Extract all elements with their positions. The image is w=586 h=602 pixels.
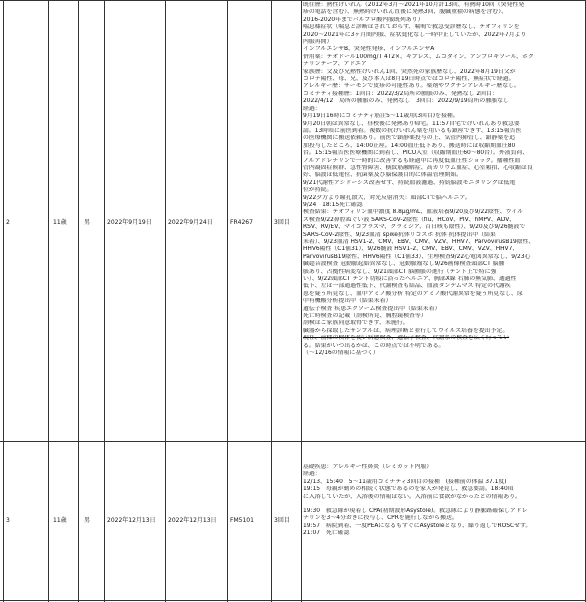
detail-line: コロナ陽性、母、兄、及び本人は8月19日時点ではコロナ陽性、無症状で経過。: [303, 76, 515, 83]
dose-number: 3回目: [274, 517, 290, 524]
row-divider-middle: [0, 441, 586, 442]
detail-line: HHV6陽性（C1値31）、9/26髄液 HSV1-2、CMV、EBV、CMV、VZV、HHV7、: [303, 246, 519, 253]
detail-line: ノルアドレナリンで一時的に改善するも経過中に再度低血圧性ショック。播種性血: [303, 157, 521, 164]
detail-line: 請。13時頃に前医到着。複数の抗けいれん薬を用いるも鎮痙できず、13:15報告医: [303, 127, 522, 134]
column-divider: [48, 0, 49, 602]
detail-line: 台。15:15報告医医療機関に到着し、PICU入室（収縮期血圧60～80台）。外液負荷、: [303, 150, 529, 157]
detail-line: 遺伝子検査 疾患エクソーム検査提出中（結果未着）: [303, 305, 441, 312]
onset-date: 2022年12月13日: [168, 517, 217, 524]
detail-line: 19:15 母親が勤めの相続く状態であるのを家人が発見し、救急要請。18:40頃: [303, 486, 514, 493]
case-number: 2: [6, 219, 10, 226]
detail-line: ナリンを3～4分おきに投与し、CPRを施行しながら搬送。: [303, 515, 458, 522]
sex: 男: [84, 517, 91, 524]
row-divider-top: [0, 0, 586, 1]
vaccination-date: 2022年9月19日: [107, 219, 152, 226]
detail-line: 既往歴：熱性けいれん（2012年3月～2021年10月計13回、有熱時10回（突発性発: [303, 2, 525, 8]
detail-line: の医療機関に搬送依頼あり。前医で鎮静薬投与の上、気管内挿管し、鎮静薬を追: [303, 135, 516, 142]
detail-line: る。結果がいつ出るかは、この時点では不明である。: [303, 342, 445, 349]
detail-line: 好、脳波は低電位、抗菌薬及び脳保護目的に体温管理開始。: [303, 172, 463, 179]
detail-line: 9月20日朝は異常なし、昼校後に発熱あり帰宅。11:57自宅でけいれんあり救急要: [303, 120, 520, 127]
detail-line: ナリンテープ、アドエア: [303, 61, 367, 68]
detail-line: ス検査9/22鼻腔ぬぐい液 SARS-CoV-2陰性（flu、HCoV、PIV、hMPV、ADV、: [303, 216, 516, 223]
detail-line: 基礎疾患：アレルギー性鼻炎（レミカット内服）: [303, 464, 433, 470]
detail-line: い）、9/22頭部CT テント切痕に沿ったヘルニア、胸部X線 右肺の無気肺、通過性: [303, 276, 517, 283]
detail-line: 21:07 死亡確認: [303, 530, 350, 537]
vaccination-date: 2022年12月13日: [107, 517, 156, 524]
detail-line: 併用薬：テオドール100mg/T 4T2×、キプレス、ムコダイン、アンブロキソール、ホク: [303, 53, 534, 60]
lot-number: FR4267: [230, 219, 253, 226]
lot-number: FM5101: [230, 517, 254, 524]
detail-line: 疹の電話を含む）、無熱時けいれん直後に発熱3回、腹臓重積の病態を含む）、: [303, 9, 508, 16]
detail-line: 19:30 救急隊が現着し CPA(初期波形Asystole)。救急隊により静脈路確保しアドレ: [303, 508, 528, 515]
detail-line: 内服再開）: [303, 39, 333, 46]
column-divider: [301, 0, 302, 602]
detail-line: 中有機酸分析提出中（結果未着）: [303, 298, 392, 305]
detail-line: 2022/4/12 局所の腫脹のみ、発熱なし 3回目：2022/9/19局所の腫脹なし: [303, 98, 509, 105]
detail-line: インフルエンザB、突発性発疹、インフルエンザA: [303, 46, 435, 53]
detail-line: 2016-2020年までバルプロ酸内服既列あり）: [303, 16, 424, 23]
detail-line: 2020～2021年に3ヶ月間内服、症状寛化なし一時中止していたが、2022年7月より: [303, 31, 527, 38]
detail-line: 加投与したところ、14:00止痙。14:00血圧低下あり、搬送時には収縮期血圧80: [303, 142, 516, 149]
detail-line: 経過：: [303, 105, 321, 112]
detail-line: 死亡時検査の記載（剖検所見、胸腔鏡検査等）: [303, 313, 427, 320]
detail-line: 剖検はご家族同意取得できず、未施行。: [303, 320, 409, 327]
detail-line: 検査結果：テオフィリン血中濃度 8.8μg/mL、血液培養9/20及び9/22陰性、ウイル: [303, 209, 524, 216]
detail-line: 家族歴：父及び兄熱性けいれん1回、突然死の家族歴なし、2022年8月19日父が: [303, 68, 516, 75]
detail-line: 患を疑う所見なし、血中アミノ酸分析 特定のアミノ酸代謝異常を疑う所見なし、尿: [303, 290, 523, 297]
detail-line: 9/24 18:15死亡確認: [303, 201, 363, 208]
detail-line: 9/22夕方より瞳孔散大、対光反射消失：頭部CTで脳ヘルニア。: [303, 194, 471, 201]
onset-date: 2022年9月24日: [168, 219, 213, 226]
detail-line: 9/21代謝性アシドーシス改善せず、持続血液濾過、持続脳波モニタリングは低電: [303, 179, 516, 186]
age: 11歳: [53, 219, 67, 226]
detail-line: に入浴していたが、入浴後の情報はない。入浴前に食欲がなかったとの情報あり。: [303, 493, 521, 500]
detail-line: 低下、左は一部通過性低下、代謝検査も結品、血液タンデムマス 特定の代謝疾: [303, 283, 511, 290]
detail-line: 12/13、15:40 5～11歳用コミナティ3回目の接種 (接種前の体温 37.1度): [303, 478, 507, 485]
detail-line: 9月19日16時にコミナティ筋注5～11歳用(3回目)を接種。: [303, 113, 459, 120]
case-details: [303, 2, 583, 358]
column-divider: [104, 0, 105, 602]
column-divider: [227, 0, 228, 602]
detail-line: 19:57 病院到着、一度PEAになるもすぐにAsystoleとなり、繰り返しでROSCせず。: [303, 522, 532, 529]
detail-line: SARS-CoV-2陰性、9/23血清 spike抗体リコスボ 抗体 抗体提出中（結果: [303, 231, 496, 238]
column-divider: [78, 0, 79, 602]
detail-line: 経過：: [303, 471, 321, 478]
detail-line: 未着）、9/23血清 HSV1-2、CMV、EBV、CMV、VZV、HHV7、ParvovirusB19陰性、: [303, 239, 535, 245]
detail-line: 臓器から採取したサンプルは、病理診断と並行してウイルス培養を提出予定。: [303, 327, 509, 334]
column-divider: [3, 0, 4, 602]
dose-number: 3回目: [274, 219, 290, 226]
detail-line: 臓超音波検査 冠動脈起始異常なし、冠動脈瘤なし9/26画像検査頭部CT 脳腫: [303, 261, 505, 268]
detail-line: コミナティ接種歴：1回目：2022/3/2局所の腫脹のみ、発熱なし 2回目：: [303, 90, 498, 97]
detail-line: 管内凝固症候群、急性腎障害、横紋筋融解症、高カリウム血症、心室頻拍、心収縮は良: [303, 164, 533, 171]
age: 11歳: [53, 517, 67, 524]
detail-line: [303, 501, 583, 508]
detail-line: RSV、RV/EV、マイコプラズマ、クラミジア、百日咳も陰性）、9/20及び9/26髄液で: [303, 224, 526, 231]
column-divider: [271, 0, 272, 602]
case-number: 3: [6, 517, 10, 524]
column-divider: [165, 0, 166, 602]
detail-line: アレルギー歴：サーモンで皮疹の可能性あり。薬剤やワクチンアレルギー歴なし。: [303, 83, 520, 90]
detail-line: （～12/16の情報に基づく）: [303, 350, 379, 357]
row-divider-bottom: [0, 600, 586, 601]
detail-line: ParvovirusB19陰性、HHV6陽性（C1値33）、生理検査9/22心電図異常なし、9/23心: [303, 253, 531, 260]
detail-line: 現在、前様の検体を使い病態検査、遺伝子検査、代謝系の検査を広く行ってい: [303, 335, 510, 342]
detail-line: 位が持続。: [303, 187, 333, 194]
detail-line: 喘息様症状（喘息と診断はされておらず、喘鳴で救急受診歴なし、テオフィリンを: [303, 24, 520, 31]
case-details: [303, 464, 583, 538]
detail-line: 脹あり、占拠性病変なし、9/21頭部CT 脳腫脹の進行（テント上で特に強: [303, 268, 497, 275]
sex: 男: [84, 219, 91, 226]
